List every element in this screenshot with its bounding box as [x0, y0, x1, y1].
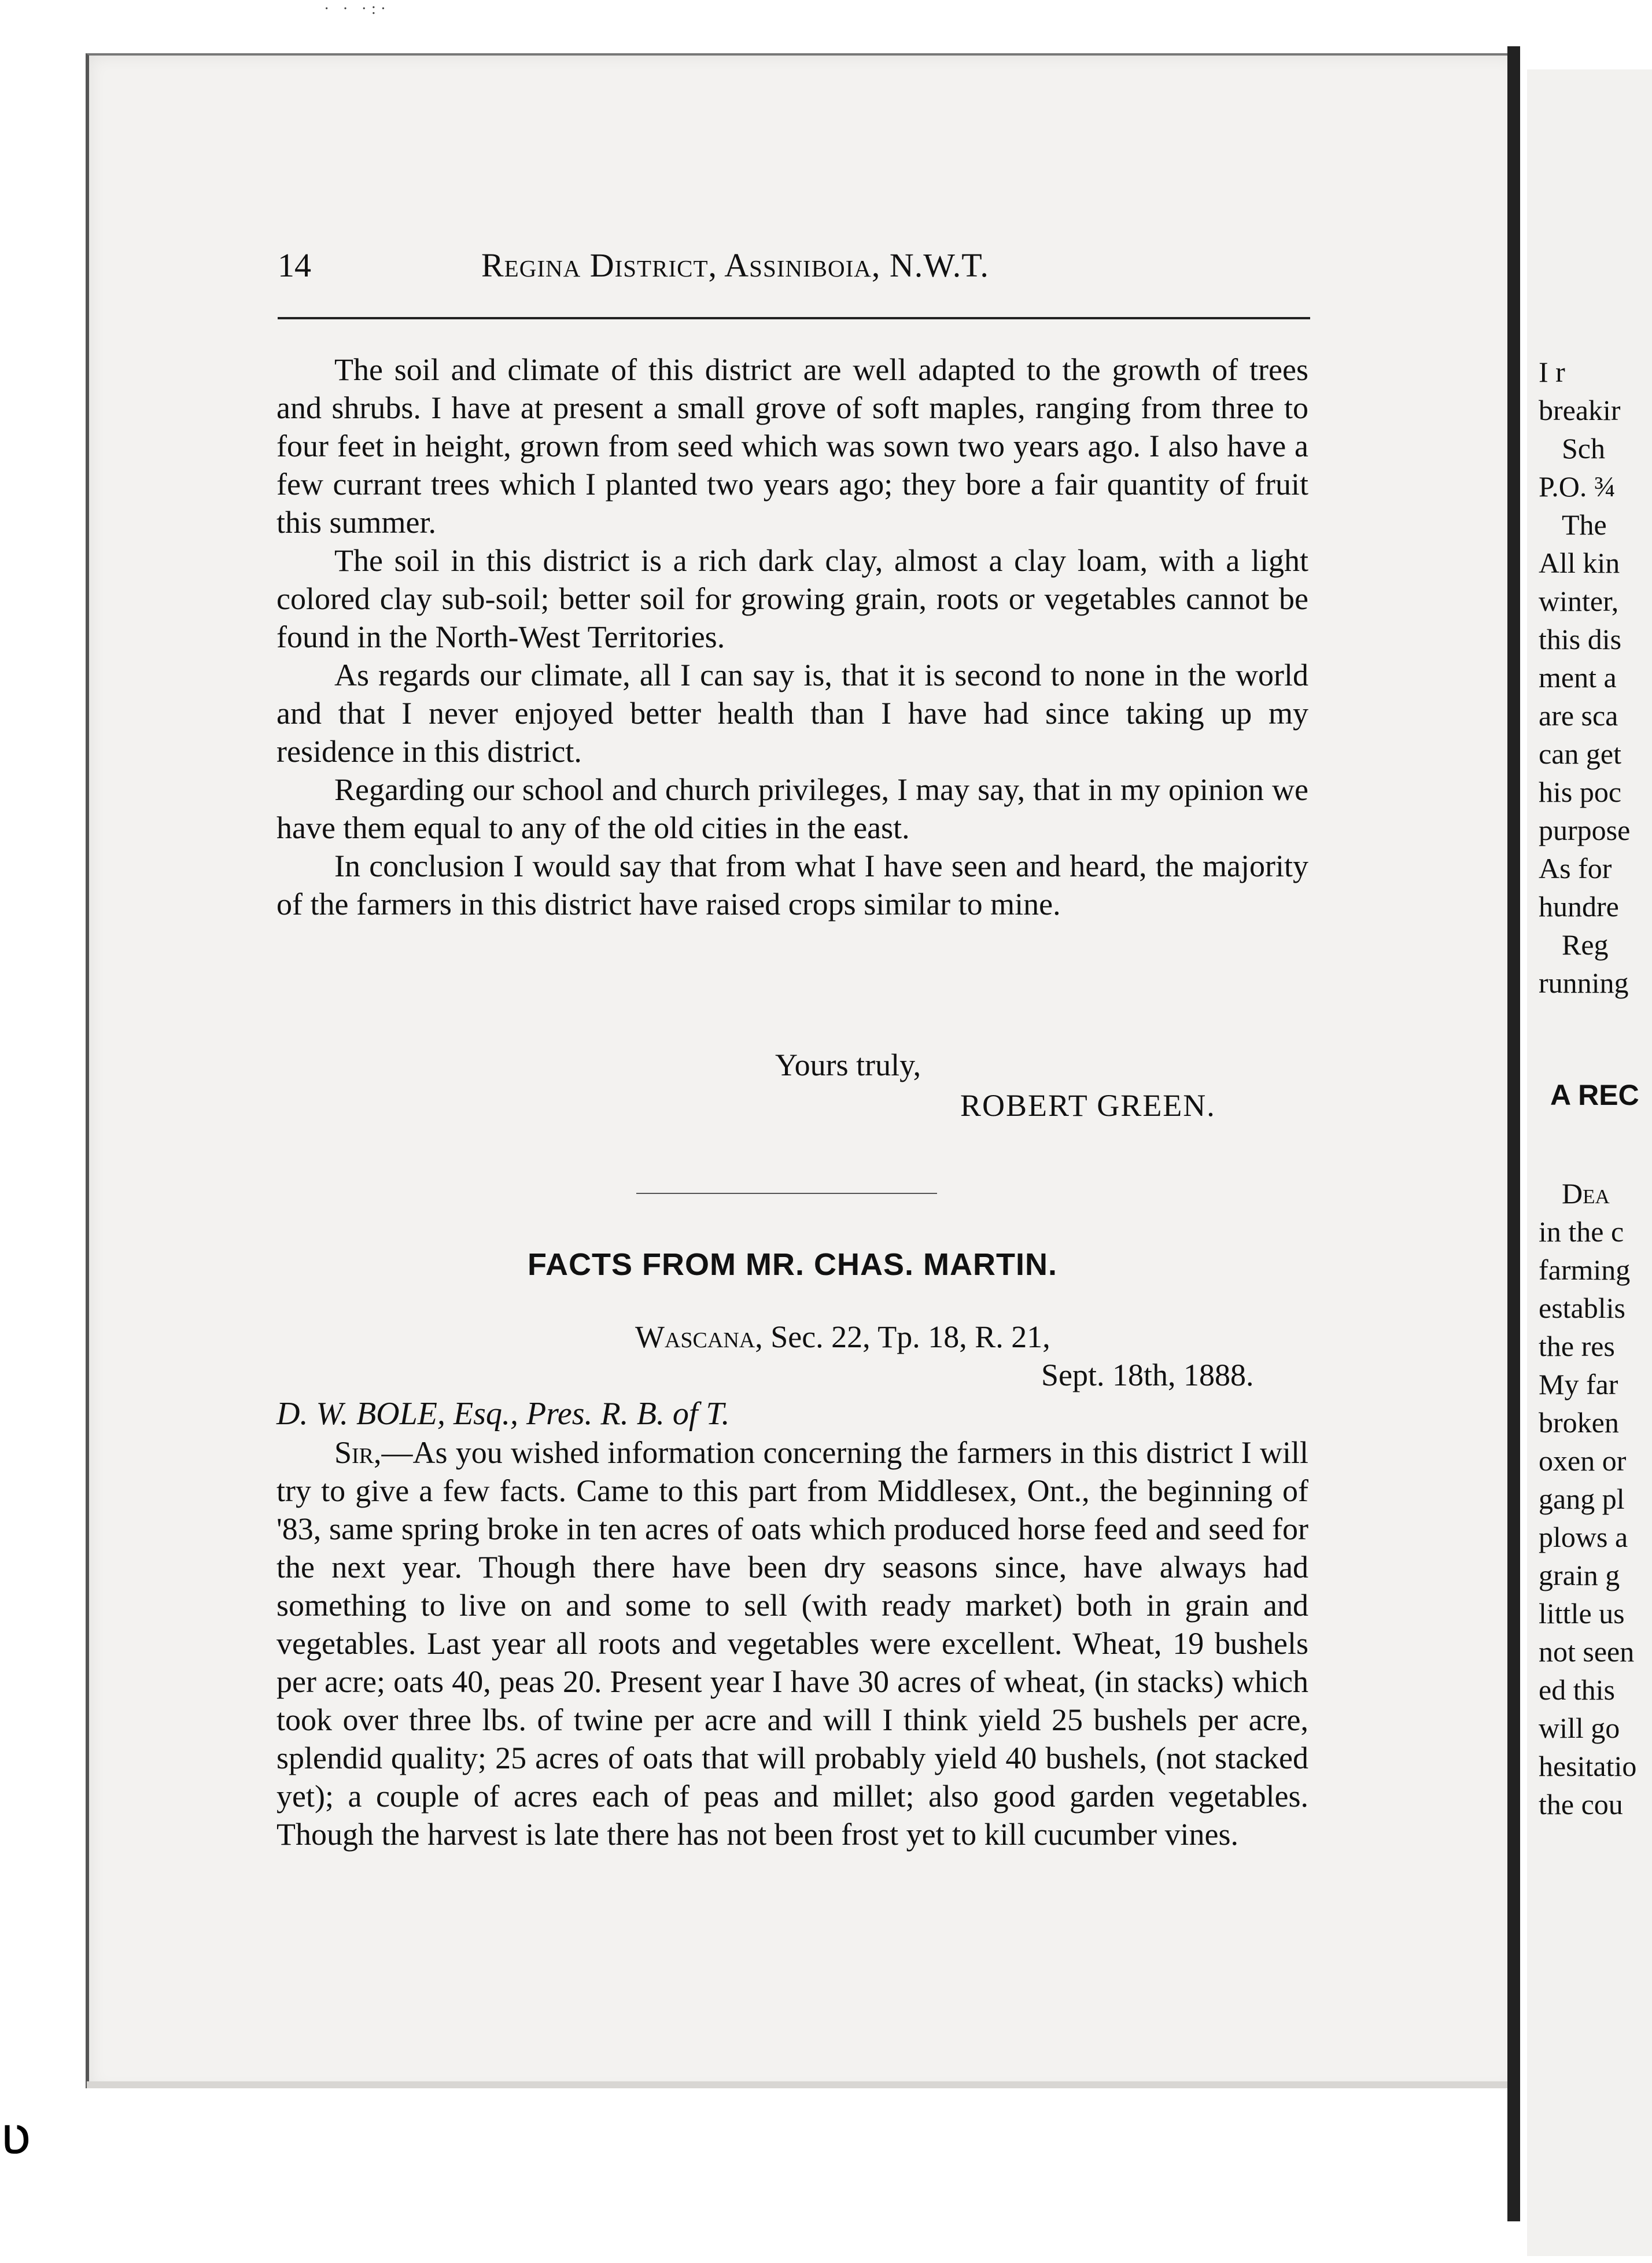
facing-line: purpose [1539, 814, 1631, 846]
facing-line: All kin [1539, 547, 1620, 579]
addressee: D. W. BOLE, Esq., Pres. R. B. of T. [276, 1396, 730, 1432]
letter-body-text: ,—As you wished information concerning the farmers in this district I will try to give a few facts. Came to this part from Middlesex, Ont., the beginning of '83, same spring broke in ten acres of oats which produced horse feed and seed for the next year. Though there have been dry seasons since, have always had something to live on and some to sell (with ready market) both in grain and vegetables. Last year all roots and vegetables were excellent. Wheat, 19 bushels per acre; oats 40, peas 20. Present year I have 30 acres of wheat, (in stacks) which took over three lbs. of twine per acre and will I think yield 25 bushels per acre, splendid quality; 25 acres of oats that will probably yield 40 bushels, (not stacked yet); a couple of acres each of peas and millet; also good garden vegetables. Though the harvest is late there has not been frost yet to kill cucumber vines. [276, 1435, 1308, 1852]
gutter-shadow [1507, 46, 1520, 2221]
paragraph: As regards our climate, all I can say is, that it is second to none in the world and that I never enjoyed better health than I have had since taking up my residence in this district. [276, 658, 1308, 769]
facing-line: P.O. ¾ [1539, 470, 1616, 503]
facing-line: the cou [1539, 1788, 1623, 1820]
signature: ROBERT GREEN. [960, 1088, 1216, 1123]
facing-line: broken [1539, 1406, 1619, 1439]
facing-line: ed this [1539, 1674, 1615, 1706]
facing-line: grain g [1539, 1559, 1620, 1591]
salutation: Sir [334, 1435, 374, 1470]
scan-specks: · · ·:· [324, 0, 391, 18]
section-heading: FACTS FROM MR. CHAS. MARTIN. [528, 1247, 1057, 1282]
running-title: Regina District, Assiniboia, N.W.T. [481, 246, 989, 284]
facing-line: gang pl [1539, 1483, 1625, 1515]
facing-line: hesitatio [1539, 1750, 1637, 1782]
facing-line: establis [1539, 1292, 1625, 1324]
facing-line: breakir [1539, 394, 1621, 426]
facing-line: Dea [1562, 1177, 1610, 1210]
facing-line: his poc [1539, 776, 1622, 808]
facing-line: hundre [1539, 890, 1619, 923]
facing-line: running [1539, 967, 1629, 999]
facing-line: farming [1539, 1254, 1631, 1286]
facing-line: can get [1539, 738, 1621, 770]
facing-line: plows a [1539, 1521, 1628, 1553]
letter-robert-green [276, 351, 1308, 923]
scan-bottom-margin [86, 2088, 1509, 2262]
complimentary-close: Yours truly, [775, 1048, 921, 1082]
facing-line: As for [1539, 852, 1612, 884]
page-number: 14 [278, 246, 311, 284]
facing-line: The [1562, 508, 1607, 541]
facing-line: are sca [1539, 699, 1618, 732]
paragraph: In conclusion I would say that from what I have seen and heard, the majority of the farmers in this district have raised crops similar to mine. [276, 849, 1308, 922]
facing-line: little us [1539, 1597, 1625, 1630]
facing-line: oxen or [1539, 1444, 1627, 1477]
paragraph: The soil in this district is a rich dark clay, almost a clay loam, with a light colored clay sub-soil; better soil for growing grain, roots or vegetables cannot be found in the North-West Territories. [276, 543, 1308, 654]
header-rule [278, 317, 1310, 319]
paragraph: Regarding our school and church privileges, I may say, that in my opinion we have them equal to any of the old cities in the east. [276, 772, 1308, 845]
facing-line: Reg [1562, 928, 1609, 961]
facing-line: My far [1539, 1368, 1618, 1400]
section-divider [636, 1193, 937, 1194]
facing-line: ment a [1539, 661, 1617, 694]
place-details: , Sec. 22, Tp. 18, R. 21, [755, 1320, 1050, 1354]
dateline-place [635, 1319, 1050, 1355]
facing-page-fragment [1527, 69, 1652, 2256]
place-name: Wascana [635, 1320, 755, 1354]
facing-line: the res [1539, 1330, 1615, 1362]
paragraph: The soil and climate of this district are well adapted to the growth of trees and shrubs. I have at present a small grove of soft maples, ranging from three to four feet in height, grown from seed which was sown two years ago. I also have a few currant trees which I planted two years ago; they bore a fair quantity of fruit this summer. [276, 352, 1308, 540]
facing-heading: A REC [1550, 1079, 1639, 1111]
facing-line: winter, [1539, 585, 1619, 617]
facing-line: this dis [1539, 623, 1622, 655]
facing-line: will go [1539, 1712, 1620, 1744]
letter-chas-martin [276, 1433, 1308, 1853]
scan-corner-mark: ʋ [0, 2106, 31, 2166]
letter-body [276, 1433, 1308, 1853]
facing-line: Sch [1562, 432, 1605, 465]
dateline-date: Sept. 18th, 1888. [1041, 1358, 1254, 1392]
facing-line: not seen [1539, 1635, 1635, 1668]
facing-line: in the c [1539, 1215, 1624, 1248]
facing-line: I r [1539, 356, 1565, 388]
running-head [278, 246, 1307, 286]
